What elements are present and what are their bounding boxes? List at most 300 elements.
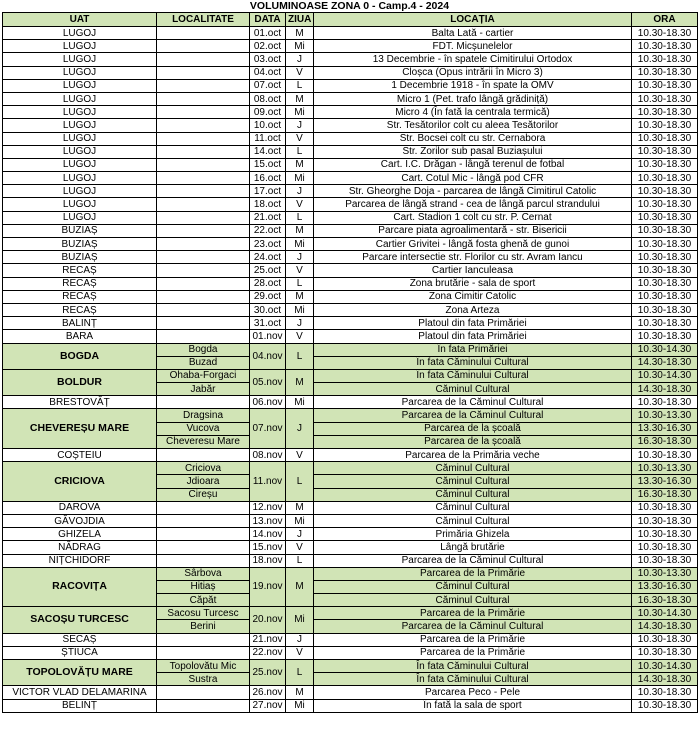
- cell-localitate: Ohaba-Forgaci: [157, 369, 250, 382]
- cell-locatia: Căminul Cultural: [314, 383, 632, 396]
- cell-localitate: [157, 132, 250, 145]
- cell-localitate: [157, 501, 250, 514]
- cell-ora: 10.30-18.30: [632, 686, 698, 699]
- table-row: [3, 53, 698, 66]
- table-body: [3, 27, 698, 713]
- cell-data: 30.oct: [250, 303, 286, 316]
- cell-ziua: Mi: [286, 172, 314, 185]
- cell-locatia: În fata Căminului Cultural: [314, 673, 632, 686]
- table-row: [3, 633, 698, 646]
- col-header-ora: ORA: [632, 13, 698, 27]
- cell-data: 07.nov: [250, 409, 286, 449]
- cell-uat: BRESTOVĂȚ: [3, 396, 157, 409]
- cell-ora: 10.30-18.30: [632, 264, 698, 277]
- cell-ziua: Mi: [286, 396, 314, 409]
- table-row: [3, 449, 698, 462]
- table-row: [3, 290, 698, 303]
- cell-uat: RECAȘ: [3, 303, 157, 316]
- cell-data: 05.nov: [250, 369, 286, 395]
- cell-localitate: [157, 106, 250, 119]
- cell-locatia: Căminul Cultural: [314, 594, 632, 607]
- cell-ziua: L: [286, 79, 314, 92]
- cell-ora: 10.30-18.30: [632, 541, 698, 554]
- table-row: [3, 330, 698, 343]
- cell-ora: 10.30-13.30: [632, 409, 698, 422]
- cell-ora: 10.30-18.30: [632, 277, 698, 290]
- table-row: [3, 660, 698, 673]
- cell-ora: 10.30-18.30: [632, 119, 698, 132]
- cell-uat: LUGOJ: [3, 158, 157, 171]
- cell-ora: 10.30-18.30: [632, 646, 698, 659]
- cell-localitate: [157, 699, 250, 712]
- cell-localitate: Sacosu Turcesc: [157, 607, 250, 620]
- cell-ziua: Mi: [286, 699, 314, 712]
- cell-uat: RECAȘ: [3, 264, 157, 277]
- cell-ziua: M: [286, 290, 314, 303]
- cell-locatia: Parcarea Peco - Pele: [314, 686, 632, 699]
- cell-ora: 10.30-18.30: [632, 172, 698, 185]
- cell-uat: LUGOJ: [3, 40, 157, 53]
- cell-locatia: În fata Primăriei: [314, 343, 632, 356]
- cell-locatia: Parcare intersectie str. Florilor cu str. Avram Iancu: [314, 251, 632, 264]
- cell-localitate: [157, 541, 250, 554]
- cell-data: 25.nov: [250, 660, 286, 686]
- cell-localitate: [157, 172, 250, 185]
- cell-uat: BOGDA: [3, 343, 157, 369]
- cell-data: 18.oct: [250, 198, 286, 211]
- cell-ziua: V: [286, 264, 314, 277]
- cell-localitate: Jabăr: [157, 383, 250, 396]
- cell-locatia: Str. Zorilor sub pasal Buziașului: [314, 145, 632, 158]
- cell-uat: LUGOJ: [3, 66, 157, 79]
- cell-ora: 10.30-18.30: [632, 66, 698, 79]
- cell-ziua: M: [286, 158, 314, 171]
- cell-ziua: Mi: [286, 607, 314, 633]
- cell-locatia: Platoul din fata Primăriei: [314, 330, 632, 343]
- cell-ziua: J: [286, 317, 314, 330]
- cell-data: 13.nov: [250, 514, 286, 527]
- cell-ziua: J: [286, 251, 314, 264]
- cell-uat: BELINȚ: [3, 699, 157, 712]
- cell-locatia: Parcarea de la școală: [314, 422, 632, 435]
- cell-data: 26.nov: [250, 686, 286, 699]
- cell-localitate: Topolovătu Mic: [157, 660, 250, 673]
- cell-uat: RECAȘ: [3, 277, 157, 290]
- cell-uat: VICTOR VLAD DELAMARINA: [3, 686, 157, 699]
- cell-ora: 10.30-18.30: [632, 317, 698, 330]
- cell-uat: LUGOJ: [3, 119, 157, 132]
- table-row: [3, 224, 698, 237]
- cell-ziua: L: [286, 145, 314, 158]
- cell-ora: 14.30-18.30: [632, 383, 698, 396]
- cell-localitate: Vucova: [157, 422, 250, 435]
- table-row: [3, 409, 698, 422]
- cell-locatia: Parcarea de la Primărie: [314, 567, 632, 580]
- cell-localitate: [157, 211, 250, 224]
- cell-uat: LUGOJ: [3, 145, 157, 158]
- cell-uat: BARA: [3, 330, 157, 343]
- cell-locatia: Parcarea de la Primărie: [314, 633, 632, 646]
- cell-ziua: V: [286, 132, 314, 145]
- cell-uat: LUGOJ: [3, 185, 157, 198]
- cell-locatia: Cart. I.C. Drăgan - lângă terenul de fotbal: [314, 158, 632, 171]
- cell-uat: GĂVOJDIA: [3, 514, 157, 527]
- cell-localitate: [157, 633, 250, 646]
- cell-locatia: Lângă brutărie: [314, 541, 632, 554]
- cell-uat: LUGOJ: [3, 106, 157, 119]
- cell-localitate: [157, 303, 250, 316]
- cell-data: 15.oct: [250, 158, 286, 171]
- cell-ziua: Mi: [286, 238, 314, 251]
- col-header-uat: UAT: [3, 13, 157, 27]
- cell-ziua: J: [286, 185, 314, 198]
- cell-ora: 10.30-13.30: [632, 462, 698, 475]
- cell-ora: 10.30-18.30: [632, 290, 698, 303]
- table-row: [3, 132, 698, 145]
- col-header-data: DATA: [250, 13, 286, 27]
- cell-ora: 13.30-16.30: [632, 475, 698, 488]
- cell-ziua: M: [286, 92, 314, 105]
- cell-data: 18.nov: [250, 554, 286, 567]
- table-row: [3, 607, 698, 620]
- cell-data: 24.oct: [250, 251, 286, 264]
- cell-ora: 10.30-14.30: [632, 343, 698, 356]
- cell-data: 01.oct: [250, 27, 286, 40]
- cell-locatia: 1 Decembrie 1918 - în spate la OMV: [314, 79, 632, 92]
- cell-ziua: M: [286, 27, 314, 40]
- cell-data: 08.nov: [250, 449, 286, 462]
- cell-ziua: V: [286, 541, 314, 554]
- cell-localitate: [157, 66, 250, 79]
- table-row: [3, 567, 698, 580]
- cell-data: 07.oct: [250, 79, 286, 92]
- cell-uat: DAROVA: [3, 501, 157, 514]
- cell-ziua: M: [286, 567, 314, 607]
- cell-locatia: FDT. Micșunelelor: [314, 40, 632, 53]
- cell-data: 09.oct: [250, 106, 286, 119]
- cell-locatia: Căminul Cultural: [314, 501, 632, 514]
- cell-ziua: V: [286, 66, 314, 79]
- cell-ziua: V: [286, 646, 314, 659]
- cell-ora: 10.30-18.30: [632, 158, 698, 171]
- cell-uat: LUGOJ: [3, 211, 157, 224]
- cell-localitate: [157, 554, 250, 567]
- table-row: [3, 238, 698, 251]
- cell-uat: RACOVIȚA: [3, 567, 157, 607]
- cell-ziua: J: [286, 409, 314, 449]
- cell-ora: 10.30-18.30: [632, 106, 698, 119]
- cell-ora: 10.30-18.30: [632, 40, 698, 53]
- cell-locatia: Zona Cimitir Catolic: [314, 290, 632, 303]
- cell-data: 20.nov: [250, 607, 286, 633]
- cell-locatia: Parcarea de la Căminul Cultural: [314, 620, 632, 633]
- cell-locatia: Cart. Stadion 1 colt cu str. P. Cernat: [314, 211, 632, 224]
- cell-data: 12.nov: [250, 501, 286, 514]
- cell-ora: 10.30-18.30: [632, 449, 698, 462]
- table-row: [3, 145, 698, 158]
- cell-ora: 10.30-18.30: [632, 145, 698, 158]
- table-row: [3, 646, 698, 659]
- cell-locatia: În fată la sala de sport: [314, 699, 632, 712]
- table-row: [3, 92, 698, 105]
- cell-localitate: Hitiaș: [157, 580, 250, 593]
- cell-localitate: Cheveresu Mare: [157, 435, 250, 448]
- cell-ora: 14.30-18.30: [632, 620, 698, 633]
- cell-data: 03.oct: [250, 53, 286, 66]
- cell-data: 04.nov: [250, 343, 286, 369]
- cell-ziua: Mi: [286, 303, 314, 316]
- cell-ora: 10.30-18.30: [632, 501, 698, 514]
- cell-data: 04.oct: [250, 66, 286, 79]
- cell-ora: 10.30-18.30: [632, 633, 698, 646]
- col-header-locatia: LOCAȚIA: [314, 13, 632, 27]
- cell-localitate: [157, 396, 250, 409]
- cell-localitate: [157, 514, 250, 527]
- cell-data: 21.nov: [250, 633, 286, 646]
- cell-localitate: [157, 238, 250, 251]
- cell-ziua: Mi: [286, 514, 314, 527]
- cell-ora: 10.30-18.30: [632, 198, 698, 211]
- cell-ziua: L: [286, 277, 314, 290]
- cell-ora: 16.30-18.30: [632, 594, 698, 607]
- cell-ziua: Mi: [286, 40, 314, 53]
- cell-localitate: Bogda: [157, 343, 250, 356]
- cell-locatia: Parcarea de la Primărie: [314, 607, 632, 620]
- col-header-localitate: LOCALITATE: [157, 13, 250, 27]
- cell-localitate: [157, 449, 250, 462]
- cell-uat: LUGOJ: [3, 92, 157, 105]
- cell-ziua: J: [286, 528, 314, 541]
- cell-localitate: Berini: [157, 620, 250, 633]
- table-row: [3, 462, 698, 475]
- cell-uat: NĂDRAG: [3, 541, 157, 554]
- cell-data: 11.oct: [250, 132, 286, 145]
- cell-ziua: M: [286, 369, 314, 395]
- cell-ziua: V: [286, 330, 314, 343]
- cell-localitate: [157, 317, 250, 330]
- cell-ora: 10.30-18.30: [632, 27, 698, 40]
- cell-ora: 10.30-18.30: [632, 699, 698, 712]
- cell-locatia: În fata Căminului Cultural: [314, 356, 632, 369]
- table-row: [3, 369, 698, 382]
- cell-locatia: Parcarea de la Căminul Cultural: [314, 409, 632, 422]
- cell-ora: 10.30-18.30: [632, 330, 698, 343]
- cell-ora: 10.30-18.30: [632, 53, 698, 66]
- cell-data: 14.oct: [250, 145, 286, 158]
- cell-localitate: [157, 646, 250, 659]
- cell-data: 25.oct: [250, 264, 286, 277]
- cell-uat: CHEVEREȘU MARE: [3, 409, 157, 449]
- cell-uat: CRICIOVA: [3, 462, 157, 502]
- table-row: [3, 303, 698, 316]
- cell-ora: 10.30-14.30: [632, 607, 698, 620]
- cell-localitate: [157, 92, 250, 105]
- cell-locatia: Parcare piata agroalimentară - str. Bisericii: [314, 224, 632, 237]
- cell-locatia: Primăria Ghizela: [314, 528, 632, 541]
- cell-uat: LUGOJ: [3, 198, 157, 211]
- cell-ora: 10.30-18.30: [632, 132, 698, 145]
- cell-uat: BUZIAȘ: [3, 251, 157, 264]
- cell-uat: BOLDUR: [3, 369, 157, 395]
- cell-ora: 13.30-16.30: [632, 422, 698, 435]
- cell-locatia: 13 Decembrie - în spatele Cimitirului Ortodox: [314, 53, 632, 66]
- cell-ziua: J: [286, 633, 314, 646]
- cell-localitate: [157, 224, 250, 237]
- cell-localitate: [157, 277, 250, 290]
- table-row: [3, 541, 698, 554]
- cell-localitate: Dragsina: [157, 409, 250, 422]
- cell-uat: COȘTEIU: [3, 449, 157, 462]
- cell-data: 02.oct: [250, 40, 286, 53]
- cell-localitate: [157, 145, 250, 158]
- cell-data: 22.oct: [250, 224, 286, 237]
- cell-ora: 10.30-14.30: [632, 660, 698, 673]
- cell-uat: BUZIAȘ: [3, 238, 157, 251]
- table-row: [3, 27, 698, 40]
- cell-ora: 16.30-18.30: [632, 488, 698, 501]
- cell-ziua: L: [286, 462, 314, 502]
- table-row: [3, 554, 698, 567]
- cell-data: 10.oct: [250, 119, 286, 132]
- cell-data: 14.nov: [250, 528, 286, 541]
- cell-locatia: Parcarea de la școală: [314, 435, 632, 448]
- cell-localitate: Căpăt: [157, 594, 250, 607]
- cell-ora: 10.30-18.30: [632, 514, 698, 527]
- table-row: [3, 79, 698, 92]
- table-row: [3, 198, 698, 211]
- cell-ora: 14.30-18.30: [632, 673, 698, 686]
- cell-localitate: [157, 251, 250, 264]
- cell-localitate: [157, 53, 250, 66]
- table-row: [3, 158, 698, 171]
- cell-data: 22.nov: [250, 646, 286, 659]
- table-row: [3, 317, 698, 330]
- cell-locatia: Micro 1 (Pet. trafo lângă grădiniță): [314, 92, 632, 105]
- cell-locatia: În fata Căminului Cultural: [314, 369, 632, 382]
- cell-locatia: Parcarea de la Primăria veche: [314, 449, 632, 462]
- cell-localitate: [157, 198, 250, 211]
- cell-ora: 10.30-18.30: [632, 554, 698, 567]
- cell-localitate: [157, 79, 250, 92]
- table-row: [3, 528, 698, 541]
- table-row: [3, 40, 698, 53]
- cell-localitate: Cireșu: [157, 488, 250, 501]
- cell-data: 28.oct: [250, 277, 286, 290]
- cell-ora: 16.30-18.30: [632, 435, 698, 448]
- cell-localitate: [157, 264, 250, 277]
- cell-locatia: Micro 4 (În fată la centrala termică): [314, 106, 632, 119]
- cell-locatia: Parcarea de la Primărie: [314, 646, 632, 659]
- table-row: [3, 211, 698, 224]
- table-row: [3, 699, 698, 712]
- cell-locatia: Căminul Cultural: [314, 488, 632, 501]
- cell-uat: GHIZELA: [3, 528, 157, 541]
- table-row: [3, 119, 698, 132]
- cell-locatia: Str. Tesătorilor colt cu aleea Tesătorilor: [314, 119, 632, 132]
- cell-localitate: [157, 330, 250, 343]
- cell-locatia: Cloșca (Opus intrării în Micro 3): [314, 66, 632, 79]
- table-row: [3, 66, 698, 79]
- cell-ziua: L: [286, 660, 314, 686]
- cell-data: 19.nov: [250, 567, 286, 607]
- table-row: [3, 686, 698, 699]
- cell-locatia: Căminul Cultural: [314, 514, 632, 527]
- cell-locatia: Balta Lată - cartier: [314, 27, 632, 40]
- cell-uat: ȘTIUCA: [3, 646, 157, 659]
- cell-localitate: Jdioara: [157, 475, 250, 488]
- cell-locatia: În fata Căminului Cultural: [314, 660, 632, 673]
- cell-uat: NIȚCHIDORF: [3, 554, 157, 567]
- cell-localitate: [157, 40, 250, 53]
- cell-ziua: L: [286, 554, 314, 567]
- table-row: [3, 185, 698, 198]
- cell-uat: RECAȘ: [3, 290, 157, 303]
- cell-localitate: Buzad: [157, 356, 250, 369]
- cell-ziua: M: [286, 686, 314, 699]
- cell-data: 31.oct: [250, 317, 286, 330]
- cell-data: 17.oct: [250, 185, 286, 198]
- cell-ziua: M: [286, 224, 314, 237]
- cell-data: 27.nov: [250, 699, 286, 712]
- cell-uat: BUZIAȘ: [3, 224, 157, 237]
- cell-localitate: Criciova: [157, 462, 250, 475]
- cell-localitate: [157, 185, 250, 198]
- cell-ora: 10.30-18.30: [632, 224, 698, 237]
- cell-data: 08.oct: [250, 92, 286, 105]
- cell-ora: 10.30-13.30: [632, 567, 698, 580]
- cell-locatia: Parcarea de la Căminul Cultural: [314, 396, 632, 409]
- cell-ora: 10.30-18.30: [632, 251, 698, 264]
- cell-ora: 10.30-18.30: [632, 79, 698, 92]
- col-header-ziua: ZIUA: [286, 13, 314, 27]
- table-row: [3, 501, 698, 514]
- cell-data: 16.oct: [250, 172, 286, 185]
- cell-uat: LUGOJ: [3, 79, 157, 92]
- cell-ziua: J: [286, 53, 314, 66]
- cell-ora: 10.30-18.30: [632, 185, 698, 198]
- cell-locatia: Str. Gheorghe Doja - parcarea de lângă Cimitirul Catolic: [314, 185, 632, 198]
- cell-localitate: Sustra: [157, 673, 250, 686]
- cell-uat: LUGOJ: [3, 27, 157, 40]
- cell-ziua: V: [286, 449, 314, 462]
- sheet-title: VOLUMINOASE ZONA 0 - Camp.4 - 2024: [249, 0, 450, 12]
- cell-localitate: [157, 119, 250, 132]
- cell-data: 15.nov: [250, 541, 286, 554]
- table-row: [3, 343, 698, 356]
- cell-ora: 10.30-18.30: [632, 528, 698, 541]
- cell-locatia: Parcarea de la Căminul Cultural: [314, 554, 632, 567]
- cell-ziua: M: [286, 501, 314, 514]
- cell-uat: SACOȘU TURCESC: [3, 607, 157, 633]
- cell-locatia: Cartier Ianculeasa: [314, 264, 632, 277]
- cell-ziua: Mi: [286, 106, 314, 119]
- table-row: [3, 514, 698, 527]
- cell-data: 06.nov: [250, 396, 286, 409]
- cell-locatia: Str. Bocsei colt cu str. Cernabora: [314, 132, 632, 145]
- cell-ziua: L: [286, 343, 314, 369]
- cell-uat: LUGOJ: [3, 172, 157, 185]
- cell-uat: BALINȚ: [3, 317, 157, 330]
- cell-locatia: Zona Arteza: [314, 303, 632, 316]
- table-row: [3, 172, 698, 185]
- cell-data: 01.nov: [250, 330, 286, 343]
- cell-ora: 10.30-18.30: [632, 303, 698, 316]
- cell-data: 11.nov: [250, 462, 286, 502]
- cell-locatia: Zona brutărie - sala de sport: [314, 277, 632, 290]
- cell-uat: LUGOJ: [3, 53, 157, 66]
- table-row: [3, 277, 698, 290]
- table-row: [3, 106, 698, 119]
